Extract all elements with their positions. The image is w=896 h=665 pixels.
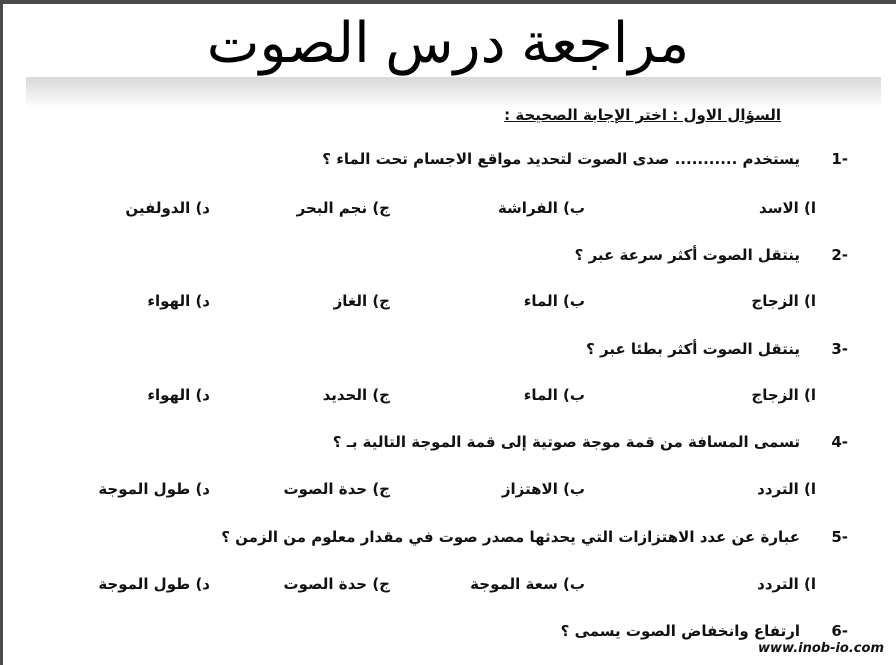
window-border-top bbox=[0, 0, 896, 4]
section-heading: السؤال الاول : اختر الإجابة الصحيحة : bbox=[504, 106, 781, 124]
answer-option[interactable]: ب) الماء bbox=[523, 292, 585, 310]
question-number: -6 bbox=[831, 622, 848, 640]
answer-option[interactable]: ج) حدة الصوت bbox=[283, 480, 390, 498]
answer-option[interactable]: ج) الغاز bbox=[333, 292, 390, 310]
question-text: ينتقل الصوت أكثر سرعة عبر ؟ bbox=[574, 246, 800, 264]
question-text: عبارة عن عدد الاهتزازات التي يحدثها مصدر صوت في مقدار معلوم من الزمن ؟ bbox=[221, 528, 800, 546]
answer-option[interactable]: ج) نجم البحر bbox=[296, 199, 390, 217]
answer-option[interactable]: ا) الاسد bbox=[759, 199, 816, 217]
answer-option[interactable]: د) الهواء bbox=[147, 292, 210, 310]
answer-option[interactable]: د) طول الموجة bbox=[98, 575, 210, 593]
answer-option[interactable]: ب) الاهتزاز bbox=[501, 480, 585, 498]
options-row bbox=[0, 199, 896, 221]
title-divider-band bbox=[26, 77, 881, 109]
question-number: -5 bbox=[831, 528, 848, 546]
answer-option[interactable]: ب) سعة الموجة bbox=[470, 575, 585, 593]
question-1 bbox=[322, 150, 848, 168]
options-row bbox=[0, 292, 896, 314]
watermark: www.inob-io.com bbox=[758, 641, 884, 656]
question-5 bbox=[221, 528, 848, 546]
question-4 bbox=[333, 433, 848, 451]
answer-option[interactable]: ا) الزجاج bbox=[751, 292, 816, 310]
question-number: -4 bbox=[831, 433, 848, 451]
question-text: ينتقل الصوت أكثر بطئا عبر ؟ bbox=[586, 340, 800, 358]
answer-option[interactable]: ج) حدة الصوت bbox=[283, 575, 390, 593]
window-border-left bbox=[0, 0, 3, 665]
answer-option[interactable]: د) الدولفين bbox=[125, 199, 210, 217]
options-row bbox=[0, 480, 896, 502]
answer-option[interactable]: ج) الحديد bbox=[322, 386, 390, 404]
options-row bbox=[0, 386, 896, 408]
page-title: مراجعة درس الصوت bbox=[206, 11, 690, 74]
question-text: تسمى المسافة من قمة موجة صوتية إلى قمة الموجة التالية بـ ؟ bbox=[332, 433, 800, 451]
options-row bbox=[0, 575, 896, 597]
answer-option[interactable]: ا) التردد bbox=[757, 575, 816, 593]
question-6 bbox=[561, 622, 848, 640]
question-2 bbox=[575, 246, 848, 264]
answer-option[interactable]: ب) الماء bbox=[523, 386, 585, 404]
question-text: يستخدم ........... صدى الصوت لتحديد مواقع الاجسام تحت الماء ؟ bbox=[322, 150, 800, 168]
question-number: -2 bbox=[831, 246, 848, 264]
answer-option[interactable]: د) الهواء bbox=[147, 386, 210, 404]
answer-option[interactable]: ا) الزجاج bbox=[751, 386, 816, 404]
answer-option[interactable]: ب) الفراشة bbox=[497, 199, 585, 217]
answer-option[interactable]: د) طول الموجة bbox=[98, 480, 210, 498]
answer-option[interactable]: ا) التردد bbox=[757, 480, 816, 498]
question-text: ارتفاع وانخفاض الصوت يسمى ؟ bbox=[560, 622, 800, 640]
question-number: -3 bbox=[831, 340, 848, 358]
question-3 bbox=[586, 340, 848, 358]
question-number: -1 bbox=[831, 150, 848, 168]
